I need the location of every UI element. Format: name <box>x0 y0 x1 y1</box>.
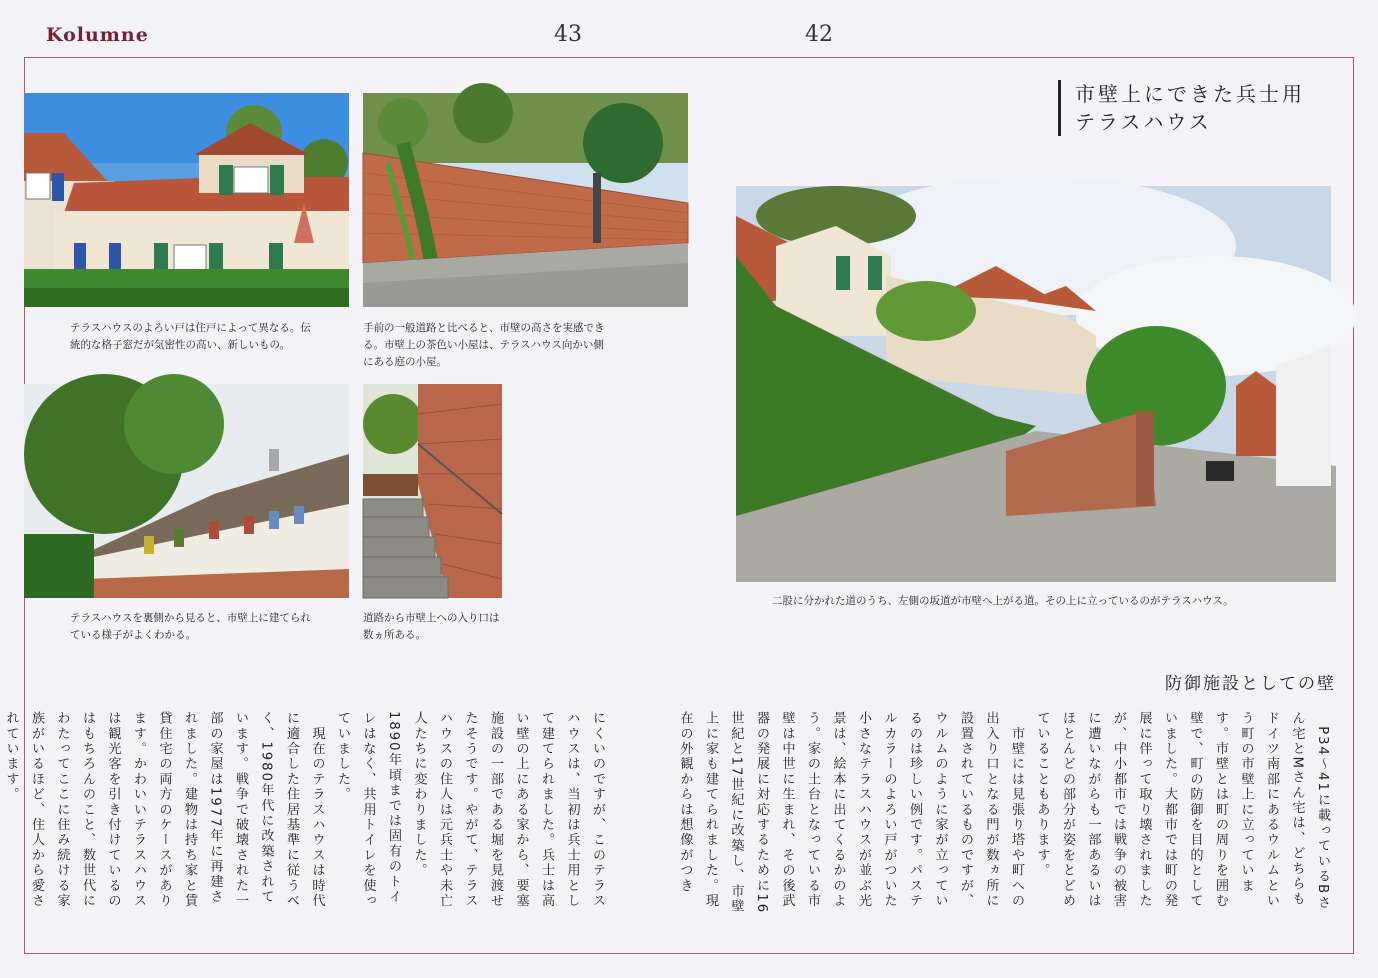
city-wall-photo <box>363 93 688 307</box>
rear-view-photo <box>24 384 349 598</box>
title-line2: テラスハウス <box>1075 110 1212 134</box>
article-title <box>1058 80 1305 136</box>
caption-photo2: 手前の一般道路と比べると、市壁の高さを実感できる。市壁上の茶色い小屋は、テラスハウス向かい側にある庭の小屋。 <box>363 322 605 368</box>
caption-photo3: テラスハウスを裏側から見ると、市壁上に建てられている様子がよくわかる。 <box>70 612 311 641</box>
title-line1: 市壁上にできた兵士用 <box>1075 82 1305 106</box>
page-number-left: 43 <box>554 22 582 47</box>
body-text-left: にくいのですが、このテラスハウスは、当初は兵士用として建てられました。兵士は高い壁の上にある家から、要塞施設の一部である堀を見渡せたそうです。やがて、テラスハウスの住人は元兵士や未亡人たちに変わりました。1890年頃までは固有のトイレはなく、共用トイレを使っていました。 現在のテラスハウスは時代に適合した住居基準に従うべく、1980年代に改築されています。戦争で破壊された一部の家屋は1977年に再建されました。建物は持ち家と賃貸住宅の両方のケースがあります。かわいいテラスハウスは観光客を引き付けているのはもちろんのこと、数世代にわたってここに住み続ける家族がいるほど、住人から愛されています。 <box>3 711 605 909</box>
section-label: Kolumne <box>46 24 149 46</box>
subheading: 防御施設としての壁 <box>1165 674 1336 694</box>
caption-photo4: 道路から市壁上への入り口は数ヵ所ある。 <box>363 612 500 641</box>
caption-photo1: テラスハウスのよろい戸は住戸によって異なる。伝統的な格子窓だが気密性の高い、新しいもの。 <box>70 322 311 351</box>
terrace-house-photo <box>24 93 349 307</box>
page-number-right: 42 <box>805 22 833 47</box>
stairs-photo <box>363 384 502 598</box>
caption-main-photo: 二股に分かれた道のうち、左側の坂道が市壁へ上がる道。その上に立っているのがテラスハウス。 <box>772 595 1234 607</box>
main-street-photo <box>736 186 1331 582</box>
body-text-right: P34〜41に載っているBさん宅とMさん宅は、どちらもドイツ南部にあるウルムという町の市壁上に立っています。市壁とは町の周りを囲む壁で、町の防御を目的としていました。大都市では町の発展に伴って取り壊されましたが、中小都市では戦争の被害に遭いながらも一部あるいはほとんどの部分が姿をとどめていることもあります。 市壁には見張り塔や町への出入り口となる門が数ヵ所に設置されているものですが、ウルムのように家が立っているのは珍しい例です。パステルカラーのよろい戸がついた小さなテラスハウスが並ぶ光景は、絵本に出てくるかのよう。家の土台となっている市壁は中世に生まれ、その後武器の発展に対応するために16世紀と17世紀に改築し、市壁上に家も建てられました。現在の外観からは想像がつき <box>677 711 1330 915</box>
